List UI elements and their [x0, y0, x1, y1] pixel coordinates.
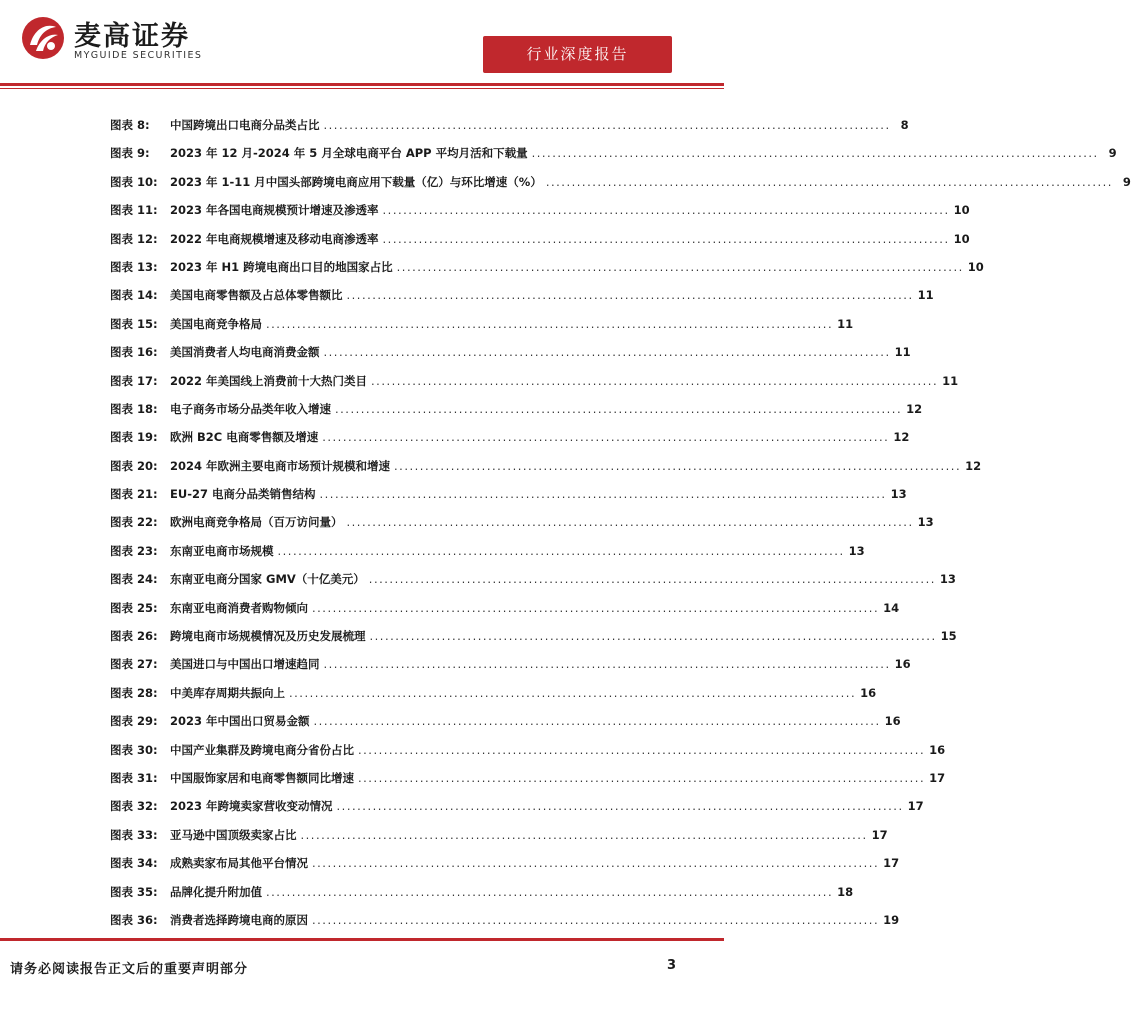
toc-figure-title: 东南亚电商市场规模	[170, 543, 274, 558]
toc-row[interactable]	[110, 316, 854, 344]
toc-dot-leader: ..............................................................................................................	[336, 799, 904, 814]
toc-figure-title: 2023 年 1-11 月中国头部跨境电商应用下载量（亿）与环比增速（%）	[170, 174, 542, 189]
toc-figure-label: 图表 18:	[110, 401, 158, 416]
toc-row[interactable]	[110, 429, 910, 457]
toc-dot-leader: ..............................................................................................................	[371, 373, 939, 388]
myguide-logo-icon	[20, 15, 66, 61]
toc-dot-leader: ..............................................................................................................	[323, 657, 891, 672]
toc-row[interactable]	[110, 571, 956, 599]
toc-figure-title: 2022 年电商规模增速及移动电商渗透率	[170, 231, 379, 246]
page-header	[0, 0, 724, 90]
header-divider-thin	[0, 88, 724, 89]
toc-row[interactable]	[110, 231, 970, 259]
toc-figure-label: 图表 20:	[110, 458, 158, 473]
toc-figure-title: 美国电商零售额及占总体零售额比	[170, 288, 343, 303]
toc-figure-title: 2023 年各国电商规模预计增速及渗透率	[170, 203, 379, 218]
toc-dot-leader: ..............................................................................................................	[266, 884, 834, 899]
toc-figure-label: 图表 12:	[110, 231, 158, 246]
toc-page-number: 19	[883, 912, 900, 927]
toc-dot-leader: ..............................................................................................................	[335, 401, 903, 416]
page-number: 3	[666, 958, 676, 973]
toc-figure-title: 中美库存周期共振向上	[170, 685, 285, 700]
toc-page-number: 16	[894, 657, 911, 672]
toc-figure-title: 东南亚电商消费者购物倾向	[170, 600, 308, 615]
toc-page-number: 13	[939, 572, 956, 587]
toc-row[interactable]	[110, 798, 924, 826]
toc-dot-leader: ..............................................................................................................	[300, 827, 868, 842]
toc-figure-label: 图表 17:	[110, 373, 158, 388]
toc-figure-label: 图表 13:	[110, 259, 158, 274]
toc-row[interactable]	[110, 827, 888, 855]
toc-row[interactable]	[110, 202, 970, 230]
toc-figure-title: 中国服饰家居和电商零售额同比增速	[170, 770, 354, 785]
toc-row[interactable]	[110, 145, 1117, 173]
toc-page-number: 16	[929, 742, 946, 757]
toc-figure-title: 亚马逊中国顶级卖家占比	[170, 827, 297, 842]
toc-figure-title: 2022 年美国线上消费前十大热门类目	[170, 373, 368, 388]
toc-row[interactable]	[110, 884, 854, 912]
toc-figure-title: 2023 年跨境卖家营收变动情况	[170, 799, 333, 814]
toc-figure-label: 图表 8:	[110, 118, 150, 132]
toc-dot-leader: ..............................................................................................................	[312, 856, 880, 871]
toc-page-number: 16	[860, 685, 877, 700]
toc-figure-title: 成熟卖家布局其他平台情况	[170, 856, 308, 871]
toc-figure-title: 欧洲电商竞争格局（百万访问量）	[170, 515, 343, 530]
toc-page-number: 17	[871, 827, 888, 842]
toc-figure-title: 2024 年欧洲主要电商市场预计规模和增速	[170, 458, 391, 473]
toc-row[interactable]	[110, 344, 911, 372]
toc-page-number: 15	[940, 629, 957, 644]
toc-dot-leader: ..............................................................................................................	[313, 714, 881, 729]
toc-row[interactable]	[110, 486, 907, 514]
toc-page-number: 11	[917, 288, 934, 303]
toc-dot-leader: ..............................................................................................................	[312, 912, 880, 927]
toc-figure-label: 图表 31:	[110, 770, 158, 785]
toc-row[interactable]	[110, 287, 934, 315]
toc-figure-title: 跨境电商市场规模情况及历史发展梳理	[170, 629, 366, 644]
toc-figure-title: 2023 年中国出口贸易金额	[170, 714, 310, 729]
toc-figure-label: 图表 27:	[110, 657, 158, 672]
toc-figure-label: 图表 36:	[110, 912, 158, 927]
toc-row[interactable]	[110, 373, 959, 401]
toc-dot-leader: ..............................................................................................................	[323, 118, 891, 132]
header-divider	[0, 83, 724, 86]
toc-figure-title: 美国消费者人均电商消费金额	[170, 345, 320, 360]
toc-figure-label: 图表 22:	[110, 515, 158, 530]
figure-list	[110, 117, 1131, 940]
toc-row[interactable]	[110, 514, 934, 542]
toc-figure-label: 图表 28:	[110, 685, 158, 700]
toc-page-number: 10	[953, 231, 970, 246]
toc-dot-leader: ..............................................................................................................	[382, 231, 950, 246]
toc-figure-title: EU-27 电商分品类销售结构	[170, 487, 316, 502]
toc-page-number: 13	[848, 543, 865, 558]
toc-page-number: 9	[1122, 174, 1131, 189]
toc-row[interactable]	[110, 174, 1131, 202]
toc-page-number: 12	[965, 458, 982, 473]
toc-figure-title: 美国电商竞争格局	[170, 316, 262, 331]
toc-dot-leader: ..............................................................................................................	[545, 174, 1113, 189]
toc-figure-title: 消费者选择跨境电商的原因	[170, 912, 308, 927]
toc-page-number: 10	[967, 259, 984, 274]
toc-page-number: 12	[893, 430, 910, 445]
toc-dot-leader: ..............................................................................................................	[346, 288, 914, 303]
toc-page-number: 8	[900, 118, 909, 132]
toc-row[interactable]	[110, 628, 957, 656]
toc-dot-leader: ..............................................................................................................	[277, 543, 845, 558]
toc-row[interactable]	[110, 117, 909, 145]
toc-figure-label: 图表 26:	[110, 629, 158, 644]
toc-page-number: 11	[837, 316, 854, 331]
toc-row[interactable]	[110, 770, 946, 798]
toc-dot-leader: ..............................................................................................................	[319, 487, 887, 502]
toc-figure-title: 中国产业集群及跨境电商分省份占比	[170, 742, 354, 757]
toc-row[interactable]	[110, 600, 900, 628]
toc-row[interactable]	[110, 742, 946, 770]
toc-page-number: 13	[890, 487, 907, 502]
toc-dot-leader: ..............................................................................................................	[266, 316, 834, 331]
toc-figure-title: 东南亚电商分国家 GMV（十亿美元）	[170, 572, 365, 587]
toc-page-number: 9	[1108, 146, 1117, 161]
toc-row[interactable]	[110, 401, 923, 429]
toc-figure-label: 图表 23:	[110, 543, 158, 558]
toc-dot-leader: ..............................................................................................................	[323, 345, 891, 360]
toc-dot-leader: ..............................................................................................................	[396, 259, 964, 274]
toc-page-number: 18	[837, 884, 854, 899]
toc-dot-leader: ..............................................................................................................	[358, 770, 926, 785]
toc-figure-label: 图表 16:	[110, 345, 158, 360]
footer-disclaimer: 请务必阅读报告正文后的重要声明部分	[10, 962, 249, 977]
toc-figure-label: 图表 21:	[110, 487, 158, 502]
brand-name-cn: 麦高证券	[74, 21, 190, 52]
toc-row[interactable]	[110, 685, 877, 713]
toc-page-number: 16	[884, 714, 901, 729]
toc-figure-title: 美国进口与中国出口增速趋同	[170, 657, 320, 672]
toc-page-number: 17	[883, 856, 900, 871]
toc-dot-leader: ..............................................................................................................	[358, 742, 926, 757]
toc-figure-title: 2023 年 H1 跨境电商出口目的地国家占比	[170, 259, 393, 274]
toc-dot-leader: ..............................................................................................................	[322, 430, 890, 445]
toc-page-number: 17	[929, 770, 946, 785]
toc-page-number: 14	[883, 600, 900, 615]
toc-figure-label: 图表 25:	[110, 600, 158, 615]
toc-dot-leader: ..............................................................................................................	[368, 572, 936, 587]
toc-page-number: 12	[906, 401, 923, 416]
toc-dot-leader: ..............................................................................................................	[289, 685, 857, 700]
footer-divider	[0, 938, 724, 941]
toc-figure-label: 图表 11:	[110, 203, 158, 218]
toc-figure-title: 2023 年 12 月-2024 年 5 月全球电商平台 APP 平均月活和下载量	[170, 146, 528, 161]
toc-figure-label: 图表 10:	[110, 174, 158, 189]
toc-figure-label: 图表 19:	[110, 430, 158, 445]
toc-figure-label: 图表 9:	[110, 146, 150, 161]
toc-figure-label: 图表 14:	[110, 288, 158, 303]
toc-figure-title: 品牌化提升附加值	[170, 884, 262, 899]
toc-figure-title: 欧洲 B2C 电商零售额及增速	[170, 430, 319, 445]
toc-dot-leader: ..............................................................................................................	[369, 629, 937, 644]
toc-figure-label: 图表 30:	[110, 742, 158, 757]
toc-row[interactable]	[110, 855, 900, 883]
toc-page-number: 11	[942, 373, 959, 388]
toc-dot-leader: ..............................................................................................................	[312, 600, 880, 615]
toc-figure-label: 图表 32:	[110, 799, 158, 814]
toc-dot-leader: ..............................................................................................................	[382, 203, 950, 218]
toc-figure-title: 中国跨境出口电商分品类占比	[170, 118, 320, 132]
toc-figure-label: 图表 24:	[110, 572, 158, 587]
toc-dot-leader: ..............................................................................................................	[346, 515, 914, 530]
toc-page-number: 10	[953, 203, 970, 218]
toc-row[interactable]	[110, 713, 901, 741]
toc-row[interactable]	[110, 912, 900, 940]
toc-figure-label: 图表 33:	[110, 827, 158, 842]
toc-page-number: 17	[907, 799, 924, 814]
toc-page-number: 11	[894, 345, 911, 360]
toc-figure-title: 电子商务市场分品类年收入增速	[170, 401, 331, 416]
toc-row[interactable]	[110, 543, 865, 571]
brand-name-en: MYGUIDE SECURITIES	[74, 50, 203, 61]
toc-figure-label: 图表 29:	[110, 714, 158, 729]
toc-dot-leader: ..............................................................................................................	[531, 146, 1099, 161]
toc-figure-label: 图表 15:	[110, 316, 158, 331]
toc-row[interactable]	[110, 656, 911, 684]
toc-page-number: 13	[917, 515, 934, 530]
toc-row[interactable]	[110, 259, 984, 287]
toc-figure-label: 图表 35:	[110, 884, 158, 899]
toc-figure-label: 图表 34:	[110, 856, 158, 871]
toc-row[interactable]	[110, 458, 982, 486]
toc-dot-leader: ..............................................................................................................	[394, 458, 962, 473]
report-type-badge: 行业深度报告	[483, 36, 672, 73]
